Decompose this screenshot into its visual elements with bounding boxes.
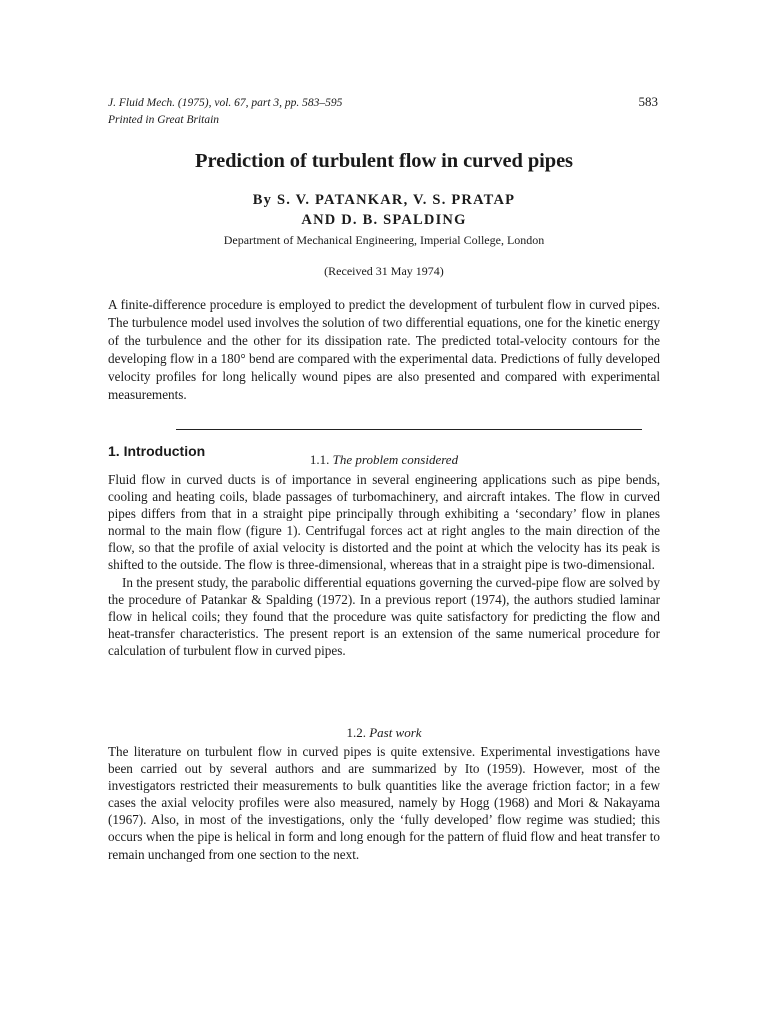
subsection-number: 1.2.	[346, 725, 366, 740]
author-block	[0, 190, 768, 230]
authors-line-1: By S. V. PATANKAR, V. S. PRATAP	[252, 192, 516, 208]
page-number: 583	[638, 94, 658, 109]
subsection-title: Past work	[369, 725, 422, 740]
subsection-number: 1.1.	[309, 452, 330, 467]
abstract-divider	[176, 429, 642, 430]
received-date: (Received 31 May 1974)	[324, 264, 444, 278]
journal-reference: J. Fluid Mech. (1975), vol. 67, part 3, pp. 583–595	[108, 97, 343, 109]
section-heading-introduction: 1. Introduction	[108, 443, 206, 459]
printed-note: Printed in Great Britain	[108, 114, 220, 126]
paragraph: Fluid flow in curved ducts is of importance in several engineering applications such as pipe bends, cooling and heating coils, blade passages of turbomachinery, and aircraft intakes. The flow in curved pipes differs from that in a straight pipe principally through exhibiting a ‘secondary’ flow in planes normal to the main flow (figure 1). Centrifugal forces act at right angles to the main direction of the flow, so that the profile of axial velocity is distorted and the point at which the velocity has its peak is shifted to the outside. The flow is three-dimensional, whereas that in a straight pipe is two-dimensional.	[108, 472, 660, 573]
section-1-2-body	[108, 743, 660, 863]
authors-line-2: AND D. B. SPALDING	[301, 212, 467, 228]
subsection-title: The problem considered	[332, 452, 459, 467]
paragraph: In the present study, the parabolic differential equations governing the curved-pipe flow are solved by the procedure of Patankar & Spalding (1972). In a previous report (1974), the authors studied laminar flow in helical coils; they found that the procedure was quite satisfactory for predicting the flow and heat-transfer characteristics. The present report is an extension of the same numerical procedure for calculation of turbulent flow in curved pipes.	[108, 574, 660, 658]
running-head	[108, 95, 342, 129]
affiliation: Department of Mechanical Engineering, Imperial College, London	[223, 233, 545, 247]
subsection-heading-1-2	[0, 725, 768, 741]
paper-title: Prediction of turbulent flow in curved pipes	[195, 150, 573, 172]
paragraph: The literature on turbulent flow in curved pipes is quite extensive. Experimental investigations have been carried out by several authors and are summarized by Ito (1959). However, most of the investigators restricted their measurements to bulk quantities like the average friction factor; in a few cases the axial velocity profiles were also measured, namely by Hogg (1968) and Mori & Nakayama (1967). Also, in most of the investigations, only the ‘fully developed’ flow regime was studied; this occurs when the pipe is helical in form and long enough for the pattern of fluid flow and heat transfer to remain unchanged from one section to the next.	[108, 744, 660, 862]
section-1-1-body	[108, 471, 660, 659]
abstract: A finite-difference procedure is employed to predict the development of turbulent flow in curved pipes. The turbulence model used involves the solution of two differential equations, one for the kinetic energy of the turbulence and the other for its dissipation rate. The predicted total-velocity contours for the developing flow in a 180° bend are compared with the experimental data. Predictions of fully developed velocity profiles for long helically wound pipes are also presented and compared with experimental measurements.	[108, 297, 660, 402]
subsection-heading-1-1	[0, 452, 768, 468]
